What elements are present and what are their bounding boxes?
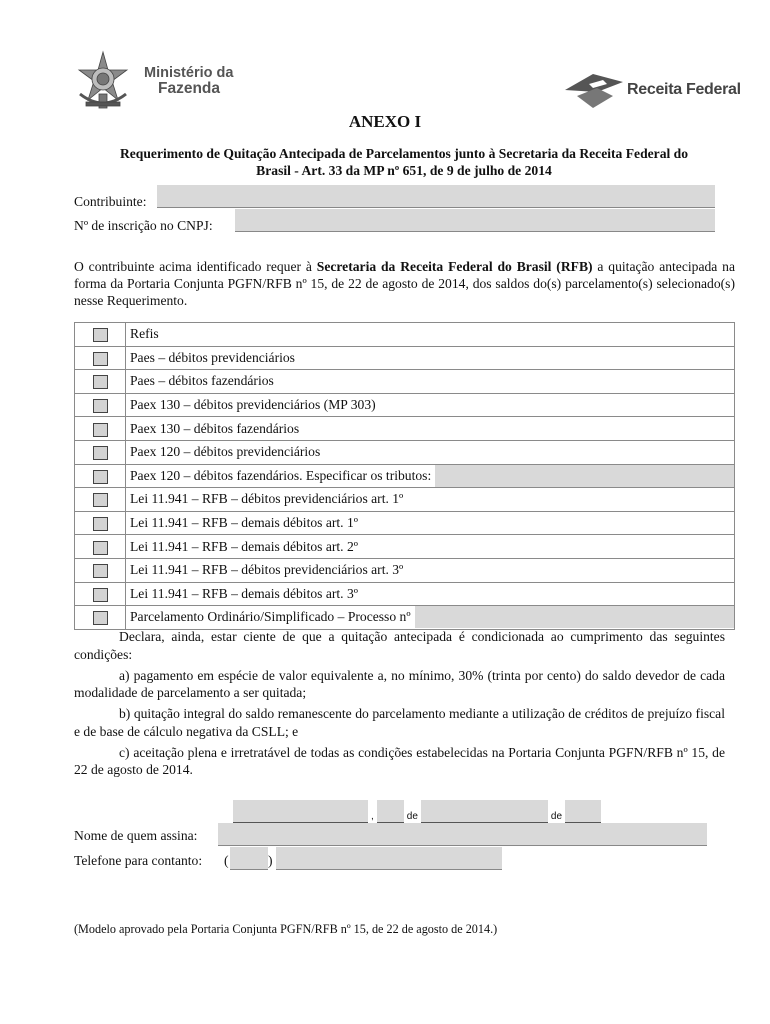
phone-label: Telefone para contanto: [74, 853, 203, 868]
option-label-wrap [130, 512, 734, 534]
cnpj-field[interactable] [235, 209, 715, 232]
brasil-coat-of-arms-icon [72, 50, 134, 112]
option-detail-field[interactable] [415, 606, 734, 628]
subtitle-line2: Brasil - Art. 33 da MP nº 651, de 9 de julho de 2014 [256, 163, 552, 178]
option-row [75, 558, 735, 582]
request-paragraph [74, 258, 735, 309]
option-label: Paex 130 – débitos previdenciários (MP 303) [130, 397, 376, 413]
option-label-cell [126, 582, 735, 606]
intro-text-2: a quitação antecipada na forma da Portaria Conjunta PGFN/RFB nº 15, de 22 de agosto de 2014, dos saldos do(s) parcelamento(s) selecionado(s) nesse Requerimento. [74, 259, 735, 308]
option-row [75, 440, 735, 464]
option-checkbox[interactable] [93, 564, 108, 578]
option-label: Paex 120 – débitos previdenciários [130, 444, 321, 460]
option-checkbox-cell [75, 582, 126, 606]
option-checkbox[interactable] [93, 446, 108, 460]
date-de-1: de [406, 811, 418, 822]
option-row [75, 582, 735, 606]
option-checkbox-cell [75, 417, 126, 441]
option-label: Paex 130 – débitos fazendários [130, 420, 300, 436]
option-checkbox-cell [75, 440, 126, 464]
option-label: Lei 11.941 – RFB – demais débitos art. 3º [130, 585, 358, 601]
option-detail-field[interactable] [435, 465, 734, 487]
date-de-2: de [550, 811, 563, 822]
option-label-wrap [130, 488, 734, 510]
option-row [75, 535, 735, 559]
condition-b: b) quitação integral do saldo remanescente do parcelamento mediante a utilização de créditos de prejuízo fiscal e de base de cálculo negativa da CSLL; e [74, 706, 725, 739]
declaration-block [74, 628, 725, 782]
option-label: Lei 11.941 – RFB – demais débitos art. 1º [130, 515, 358, 531]
option-checkbox[interactable] [93, 423, 108, 437]
option-label: Refis [130, 326, 159, 342]
phone-close-paren: ) [268, 853, 273, 868]
option-row [75, 417, 735, 441]
option-checkbox-cell [75, 511, 126, 535]
option-label-cell [126, 417, 735, 441]
receita-logo [563, 70, 741, 110]
signer-name-field[interactable] [218, 823, 707, 846]
option-checkbox[interactable] [93, 588, 108, 602]
option-label: Lei 11.941 – RFB – débitos previdenciários art. 1º [130, 491, 404, 507]
signer-name-label: Nome de quem assina: [74, 828, 198, 843]
option-checkbox[interactable] [93, 470, 108, 484]
condition-a: a) pagamento em espécie de valor equivalente a, no mínimo, 30% (trinta por cento) do saldo devedor de cada modalidade de parcelamento a ser quitada; [74, 667, 725, 700]
option-checkbox[interactable] [93, 375, 108, 389]
ministry-line2: Fazenda [158, 80, 221, 97]
option-checkbox-cell [75, 323, 126, 347]
page-title: ANEXO I [348, 112, 422, 131]
option-checkbox-cell [75, 558, 126, 582]
option-label-cell [126, 511, 735, 535]
phone-ddd-field[interactable] [230, 847, 268, 870]
option-label-cell [126, 606, 735, 630]
ministry-line1: Ministério da [144, 65, 234, 81]
receita-federal-mark-icon [563, 70, 625, 110]
condition-c: c) aceitação plena e irretratável de todas as condições estabelecidas na Portaria Conjunta PGFN/RFB nº 15, de 22 de agosto de 2014. [74, 744, 725, 777]
option-row [75, 393, 735, 417]
option-label-wrap [130, 536, 734, 558]
option-checkbox-cell [75, 346, 126, 370]
option-label-wrap [130, 394, 734, 416]
option-label-wrap [130, 559, 734, 581]
option-label-wrap [130, 347, 734, 369]
phone-open-paren: ( [224, 853, 229, 868]
option-label-cell [126, 535, 735, 559]
option-row [75, 606, 735, 630]
option-checkbox-cell [75, 488, 126, 512]
ministry-logo [72, 50, 233, 112]
option-checkbox[interactable] [93, 328, 108, 342]
subtitle-line1: Requerimento de Quitação Antecipada de Parcelamentos junto à Secretaria da Receita Federal do [119, 146, 689, 161]
option-label: Parcelamento Ordinário/Simplificado – Processo nº [130, 609, 411, 625]
option-label-wrap [130, 583, 734, 605]
option-row [75, 488, 735, 512]
option-checkbox[interactable] [93, 611, 108, 625]
option-label-wrap [130, 418, 734, 440]
date-comma: , [371, 811, 374, 822]
option-label-wrap [130, 323, 734, 345]
option-label-cell [126, 393, 735, 417]
option-label-cell [126, 370, 735, 394]
option-label: Lei 11.941 – RFB – demais débitos art. 2º [130, 538, 358, 554]
option-checkbox[interactable] [93, 493, 108, 507]
option-label-wrap [130, 370, 734, 392]
contribuinte-field[interactable] [157, 185, 715, 208]
cnpj-label: Nº de inscrição no CNPJ: [74, 218, 213, 233]
intro-bold: Secretaria da Receita Federal do Brasil (RFB) [316, 259, 593, 274]
day-field[interactable] [377, 800, 404, 823]
option-label: Paex 120 – débitos fazendários. Especificar os tributos: [130, 467, 432, 483]
year-field[interactable] [565, 800, 601, 823]
form-subtitle [74, 145, 734, 179]
option-checkbox-cell [75, 370, 126, 394]
option-row [75, 323, 735, 347]
option-label: Paes – débitos fazendários [130, 373, 274, 389]
option-checkbox-cell [75, 606, 126, 630]
option-checkbox[interactable] [93, 352, 108, 366]
option-label-wrap [130, 606, 734, 628]
option-row [75, 346, 735, 370]
option-label-cell [126, 346, 735, 370]
contribuinte-label: Contribuinte: [74, 194, 147, 209]
option-checkbox-cell [75, 464, 126, 488]
footer-note: (Modelo aprovado pela Portaria Conjunta PGFN/RFB nº 15, de 22 de agosto de 2014.) [74, 922, 498, 936]
ministry-name [144, 66, 233, 96]
option-label-wrap [130, 441, 734, 463]
option-label: Paes – débitos previdenciários [130, 349, 295, 365]
option-checkbox[interactable] [93, 541, 108, 555]
phone-number-field[interactable] [276, 847, 502, 870]
installment-options-table [74, 322, 735, 630]
option-label-cell [126, 464, 735, 488]
agency-name: Receita Federal [627, 81, 741, 98]
option-checkbox[interactable] [93, 399, 108, 413]
option-row [75, 464, 735, 488]
option-checkbox-cell [75, 393, 126, 417]
option-label-cell [126, 440, 735, 464]
option-label-cell [126, 488, 735, 512]
city-field[interactable] [233, 800, 368, 823]
option-row [75, 370, 735, 394]
option-label-wrap [130, 465, 734, 487]
option-row [75, 511, 735, 535]
intro-text-1: O contribuinte acima identificado requer à [74, 259, 317, 274]
option-checkbox[interactable] [93, 517, 108, 531]
declaration-intro: Declara, ainda, estar ciente de que a quitação antecipada é condicionada ao cumprimento das seguintes condições: [74, 629, 725, 662]
option-label: Lei 11.941 – RFB – débitos previdenciários art. 3º [130, 562, 404, 578]
option-label-cell [126, 323, 735, 347]
date-line [233, 800, 601, 823]
option-label-cell [126, 558, 735, 582]
month-field[interactable] [421, 800, 548, 823]
option-checkbox-cell [75, 535, 126, 559]
options-body [75, 323, 735, 630]
